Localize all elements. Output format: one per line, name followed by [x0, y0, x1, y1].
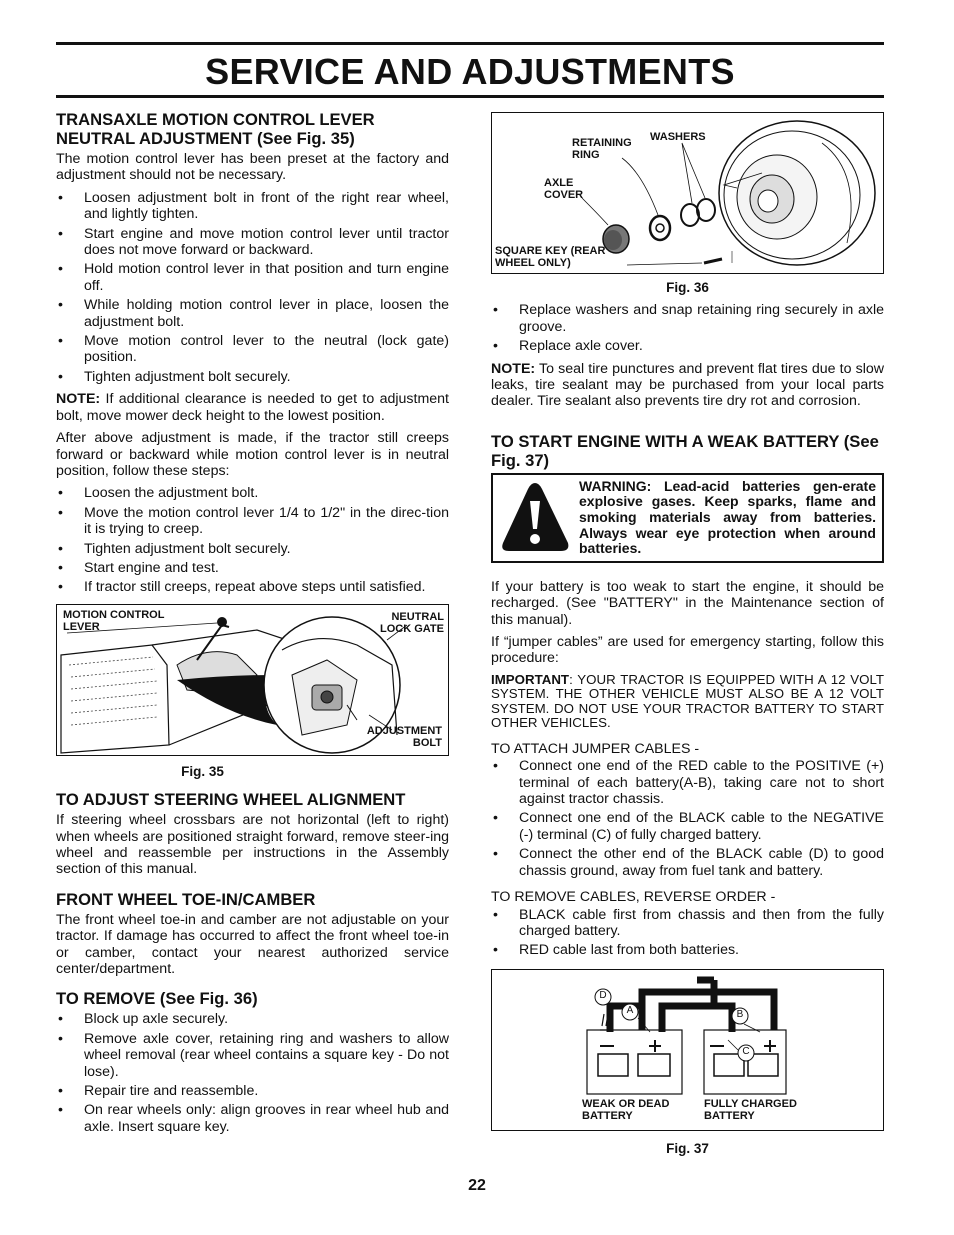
list-item: • Tighten adjustment bolt securely. — [56, 541, 449, 557]
warning-icon — [499, 479, 571, 555]
warning-text — [579, 479, 876, 557]
list-item: • Start engine and test. — [56, 560, 449, 576]
fig37-label-weak: WEAK OR DEAD BATTERY — [582, 1097, 670, 1122]
remove-cables-heading: TO REMOVE CABLES, REVERSE ORDER - — [491, 889, 776, 906]
warning-box — [491, 473, 884, 563]
list-item: • Move motion control lever to the neutral (lock gate) position. — [56, 333, 449, 366]
list-item: • Remove axle cover, retaining ring and washers to allow wheel removal (rear wheel contains a square key - Do not lose). — [56, 1031, 449, 1080]
transaxle-steps — [56, 190, 449, 385]
list-item: • Connect one end of the BLACK cable to the NEGATIVE (-) terminal (C) of fully charged battery. — [491, 810, 884, 843]
transaxle-heading: TRANSAXLE MOTION CONTROL LEVER NEUTRAL ADJUSTMENT (See Fig. 35) — [56, 110, 375, 148]
list-item: • Connect the other end of the BLACK cable (D) to good chassis ground, away from fuel tank and battery. — [491, 846, 884, 879]
list-item: • Block up axle securely. — [56, 1011, 449, 1027]
warning-message: : Lead-acid batteries gen-erate explosive gases. Keep sparks, flame and smoking materials away from batteries. Always wear eye protection when around batteries. — [579, 477, 876, 557]
fig35-label-bolt: ADJUSTMENT BOLT — [366, 724, 442, 749]
sealant-note — [491, 361, 884, 410]
fig37-label-a: A — [626, 1004, 634, 1016]
battery-p2: If “jumper cables” are used for emergency starting, follow this procedure: — [491, 634, 884, 667]
list-item: • Repair tire and reassemble. — [56, 1083, 449, 1099]
note-label: NOTE: — [56, 391, 101, 408]
list-item: • If tractor still creeps, repeat above steps until satisfied. — [56, 579, 449, 595]
fig-37 — [491, 969, 884, 1131]
list-item: • Start engine and move motion control lever until tractor does not move forward or backward. — [56, 226, 449, 259]
left-column — [56, 110, 449, 1141]
fig36-label-washers: WASHERS — [650, 131, 706, 143]
creep-intro: After above adjustment is made, if the tractor still creeps forward or backward while motion control lever is in neutral position, follow these steps: — [56, 430, 449, 479]
important-note — [491, 673, 884, 731]
remove-steps — [56, 1011, 449, 1135]
list-item: • Tighten adjustment bolt securely. — [56, 369, 449, 385]
list-item: • Hold motion control lever in that position and turn engine off. — [56, 261, 449, 294]
list-item: • Connect one end of the RED cable to the POSITIVE (+) terminal of each battery(A-B), taking care not to short against tractor chassis. — [491, 758, 884, 807]
list-item: • Replace washers and snap retaining ring securely in axle groove. — [491, 302, 884, 335]
attach-steps — [491, 758, 884, 879]
creep-steps — [56, 485, 449, 595]
fig35-label-gate: NEUTRAL LOCK GATE — [380, 610, 444, 635]
toe-text: The front wheel toe-in and camber are not adjustable on your tractor. If damage has occurred to affect the front wheel toe-in or camber, contact your nearest authorized service center/department. — [56, 911, 449, 977]
list-item: • While holding motion control lever in place, loosen the adjustment bolt. — [56, 297, 449, 330]
toe-heading: FRONT WHEEL TOE-IN/CAMBER — [56, 889, 316, 909]
list-item: • RED cable last from both batteries. — [491, 942, 884, 958]
fig37-label-c: C — [742, 1045, 750, 1057]
transaxle-intro: The motion control lever has been preset at the factory and adjustment should not be necessary. — [56, 151, 449, 184]
right-column — [491, 112, 884, 1167]
reassemble-steps — [491, 302, 884, 354]
fig-35-caption: Fig. 35 — [181, 763, 224, 779]
fig36-label-cover: AXLE COVER — [544, 177, 584, 201]
steering-text: If steering wheel crossbars are not horizontal (left to right) when wheels are positioned straight forward, remove steer-ing wheel and reassemble per instructions in the Assembly section of this manual. — [56, 812, 449, 878]
fig37-label-b: B — [736, 1008, 744, 1020]
note-text: To seal tire punctures and prevent flat tires due to slow leaks, tire sealant may be purchased from your local parts dealer. Tire sealant also prevents tire dry rot and corrosion. — [491, 360, 884, 410]
list-item: • Replace axle cover. — [491, 338, 884, 354]
list-item: • BLACK cable first from chassis and then from the fully charged battery. — [491, 907, 884, 940]
fig36-label-key: SQUARE KEY (REAR WHEEL ONLY) — [495, 245, 606, 269]
list-item: • Loosen the adjustment bolt. — [56, 485, 449, 501]
remove-cables-steps — [491, 907, 884, 959]
fig-35 — [56, 604, 449, 756]
page-title: SERVICE AND ADJUSTMENTS — [205, 51, 735, 92]
top-rule — [56, 42, 884, 45]
fig-37-illustration — [492, 970, 882, 1129]
note-text: If additional clearance is needed to get to adjustment bolt, move mower deck height to the lowest position. — [56, 391, 449, 424]
list-item: • Loosen adjustment bolt in front of the right rear wheel, and lightly tighten. — [56, 190, 449, 223]
fig36-label-ring: RETAINING RING — [572, 137, 632, 161]
remove-heading: TO REMOVE (See Fig. 36) — [56, 989, 258, 1009]
important-text: : YOUR TRACTOR IS EQUIPPED WITH A 12 VOLT SYSTEM. THE OTHER VEHICLE MUST ALSO BE A 12 VOLT SYSTEM. DO NOT USE YOUR TRACTOR BATTERY TO START OTHER VEHICLES. — [491, 671, 884, 731]
note-label: NOTE: — [491, 360, 536, 377]
fig37-label-d: D — [599, 989, 607, 1001]
fig-37-caption: Fig. 37 — [666, 1140, 709, 1156]
fig-36-caption: Fig. 36 — [666, 280, 709, 295]
list-item: • On rear wheels only: align grooves in rear wheel hub and axle. Insert square key. — [56, 1102, 449, 1135]
battery-heading: TO START ENGINE WITH A WEAK BATTERY (See Fig. 37) — [491, 431, 879, 470]
list-item: • Move the motion control lever 1/4 to 1/2" in the direc-tion it is trying to creep. — [56, 505, 449, 538]
steering-heading: TO ADJUST STEERING WHEEL ALIGNMENT — [56, 790, 406, 810]
attach-heading: TO ATTACH JUMPER CABLES - — [491, 740, 700, 757]
battery-p1: If your battery is too weak to start the engine, it should be recharged. (See "BATTERY" in the Maintenance section of this manual). — [491, 578, 884, 628]
title-rule — [56, 95, 884, 98]
fig-36 — [491, 112, 884, 274]
fig37-label-full: FULLY CHARGED BATTERY — [704, 1097, 797, 1122]
fig35-label-lever: MOTION CONTROL LEVER — [63, 608, 165, 633]
important-label: IMPORTANT — [491, 671, 570, 687]
warning-label: WARNING — [579, 477, 647, 494]
transaxle-note — [56, 391, 449, 424]
page-number: 22 — [468, 1177, 486, 1194]
